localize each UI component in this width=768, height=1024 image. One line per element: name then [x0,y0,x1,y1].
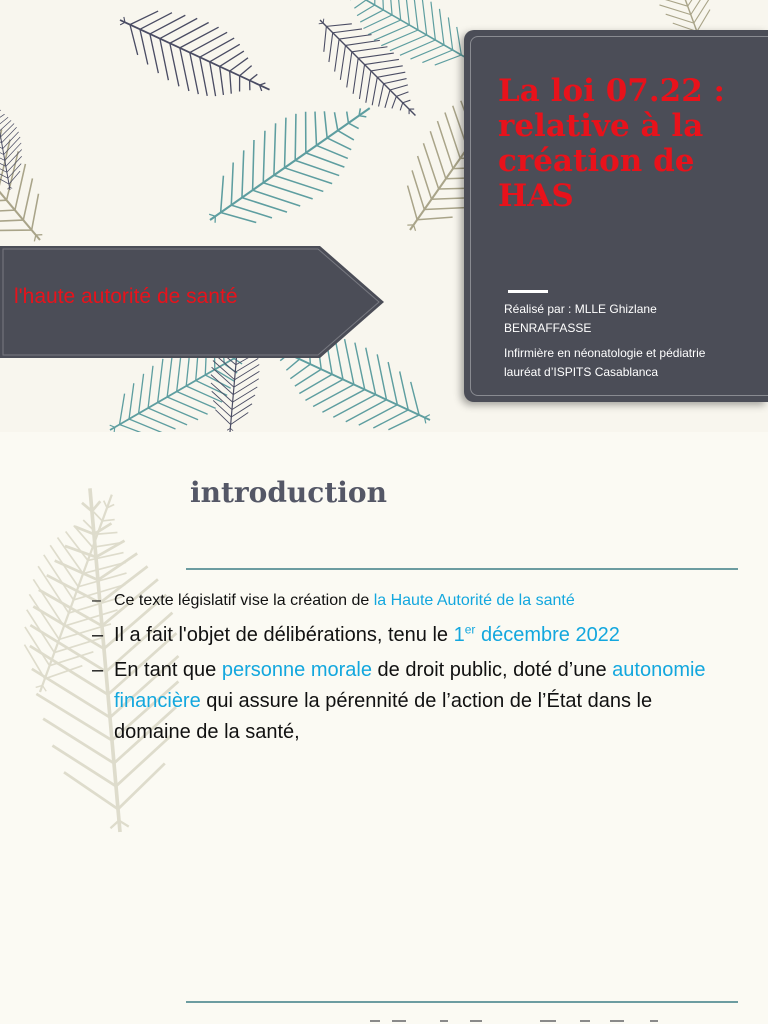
feather-tan-1 [0,64,72,267]
title-divider [508,290,548,293]
author-block [504,300,744,388]
bullet-dash: – [92,592,101,609]
presentation-title: La loi 07.22 : relative à la création de HAS [498,73,726,214]
heading-rule [186,568,738,570]
feather-navy-1 [105,0,284,122]
feather-navy-2 [300,0,436,136]
bullet-list [92,590,712,752]
bullet-item: – Il a fait l'objet de délibérations, tenu le 1er décembre 2022 [92,620,712,651]
highlight-text: autonomie financière [114,659,706,712]
bullet-item: – Ce texte législatif vise la création de la Haute Autorité de la santé [92,590,712,612]
highlight-text: personne morale [221,659,372,681]
bullet-dash: – [92,624,104,646]
banner-label: l'haute autorité de santé [14,285,238,308]
feather-navy-4 [0,98,29,193]
author-role: Infirmière en néonatologie et pédiatrie lauréat d’ISPITS Casablanca [504,346,706,379]
next-slide-text-fragment [0,1000,768,1024]
highlight-date: 1er décembre 2022 [453,622,620,646]
highlight-text: la Haute Autorité de la santé [373,592,575,609]
title-slide [0,0,768,432]
bullet-item: – En tant que personne morale de droit public, doté d’une autonomie financière qui assure la pérennité de l’action de l’État dans le domaine de la santé, [92,655,712,748]
author-line: Réalisé par : MLLE Ghizlane BENRAFFASSE [504,302,657,335]
section-heading: introduction [190,476,387,509]
feather-teal-1 [186,74,393,254]
bullet-dash: – [92,659,104,681]
